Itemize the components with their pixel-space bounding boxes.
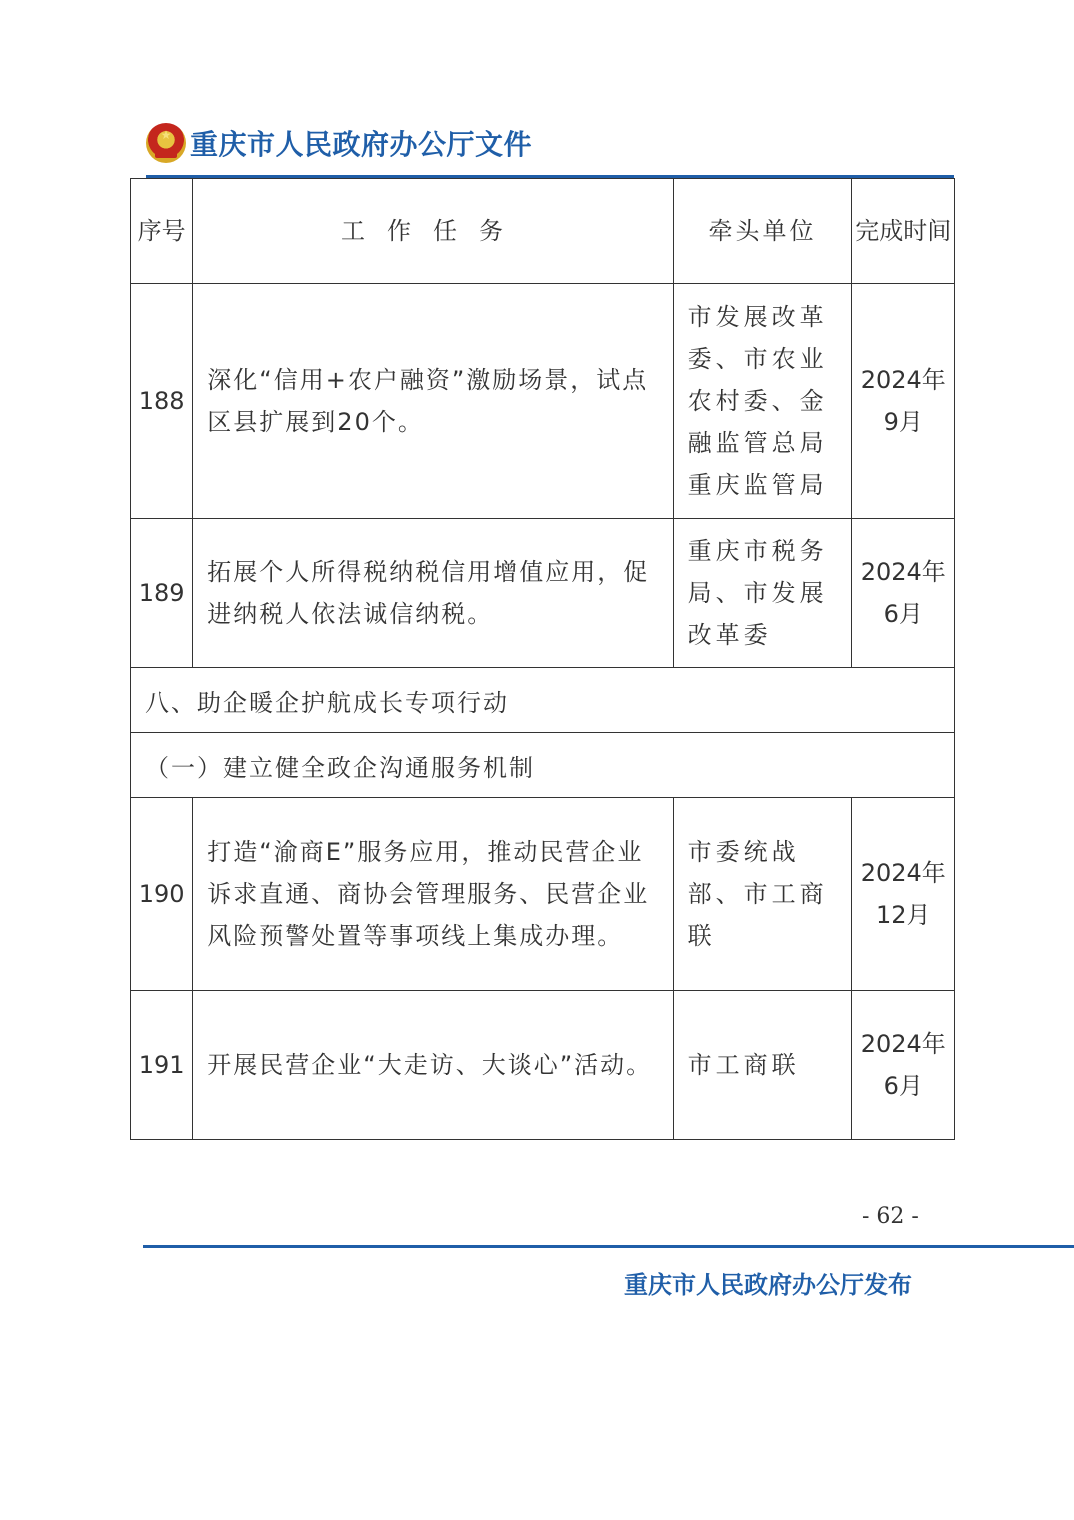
row-date: 2024年9月 [852,284,955,519]
row-unit: 重庆市税务局、市发展改革委 [673,519,852,668]
header-title: 重庆市人民政府办公厅文件 [190,128,533,161]
page-number: - 62 - [862,1204,919,1229]
task-table [130,178,955,1140]
row-number: 189 [131,519,193,668]
table-row [131,991,955,1140]
table-row [131,284,955,519]
header-unit: 牵头单位 [673,179,852,284]
header-no: 序号 [131,179,193,284]
national-emblem-icon: ★ [146,123,186,163]
section-heading: 八、助企暖企护航成长专项行动 [131,668,955,733]
header-date: 完成时间 [852,179,955,284]
row-task: 打造“渝商E”服务应用，推动民营企业诉求直通、商协会管理服务、民营企业风险预警处置等事项线上集成办理。 [193,798,673,991]
table-header-row [131,179,955,284]
row-unit: 市委统战部、市工商联 [673,798,852,991]
header-task: 工作任务 [193,179,673,284]
row-task: 开展民营企业“大走访、大谈心”活动。 [193,991,673,1140]
subsection-row [131,733,955,798]
row-date: 2024年12月 [852,798,955,991]
row-unit: 市发展改革委、市农业农村委、金融监管总局重庆监管局 [673,284,852,519]
table-row [131,519,955,668]
row-unit: 市工商联 [673,991,852,1140]
row-number: 188 [131,284,193,519]
footer-divider [143,1245,1074,1248]
row-number: 190 [131,798,193,991]
row-date: 2024年6月 [852,991,955,1140]
document-header [146,120,532,166]
row-task: 拓展个人所得税纳税信用增值应用，促进纳税人依法诚信纳税。 [193,519,673,668]
section-row [131,668,955,733]
row-task: 深化“信用+农户融资”激励场景，试点区县扩展到20个。 [193,284,673,519]
table-row [131,798,955,991]
subsection-heading: （一）建立健全政企沟通服务机制 [131,733,955,798]
row-number: 191 [131,991,193,1140]
footer-publisher: 重庆市人民政府办公厅发布 [624,1270,912,1299]
row-date: 2024年6月 [852,519,955,668]
